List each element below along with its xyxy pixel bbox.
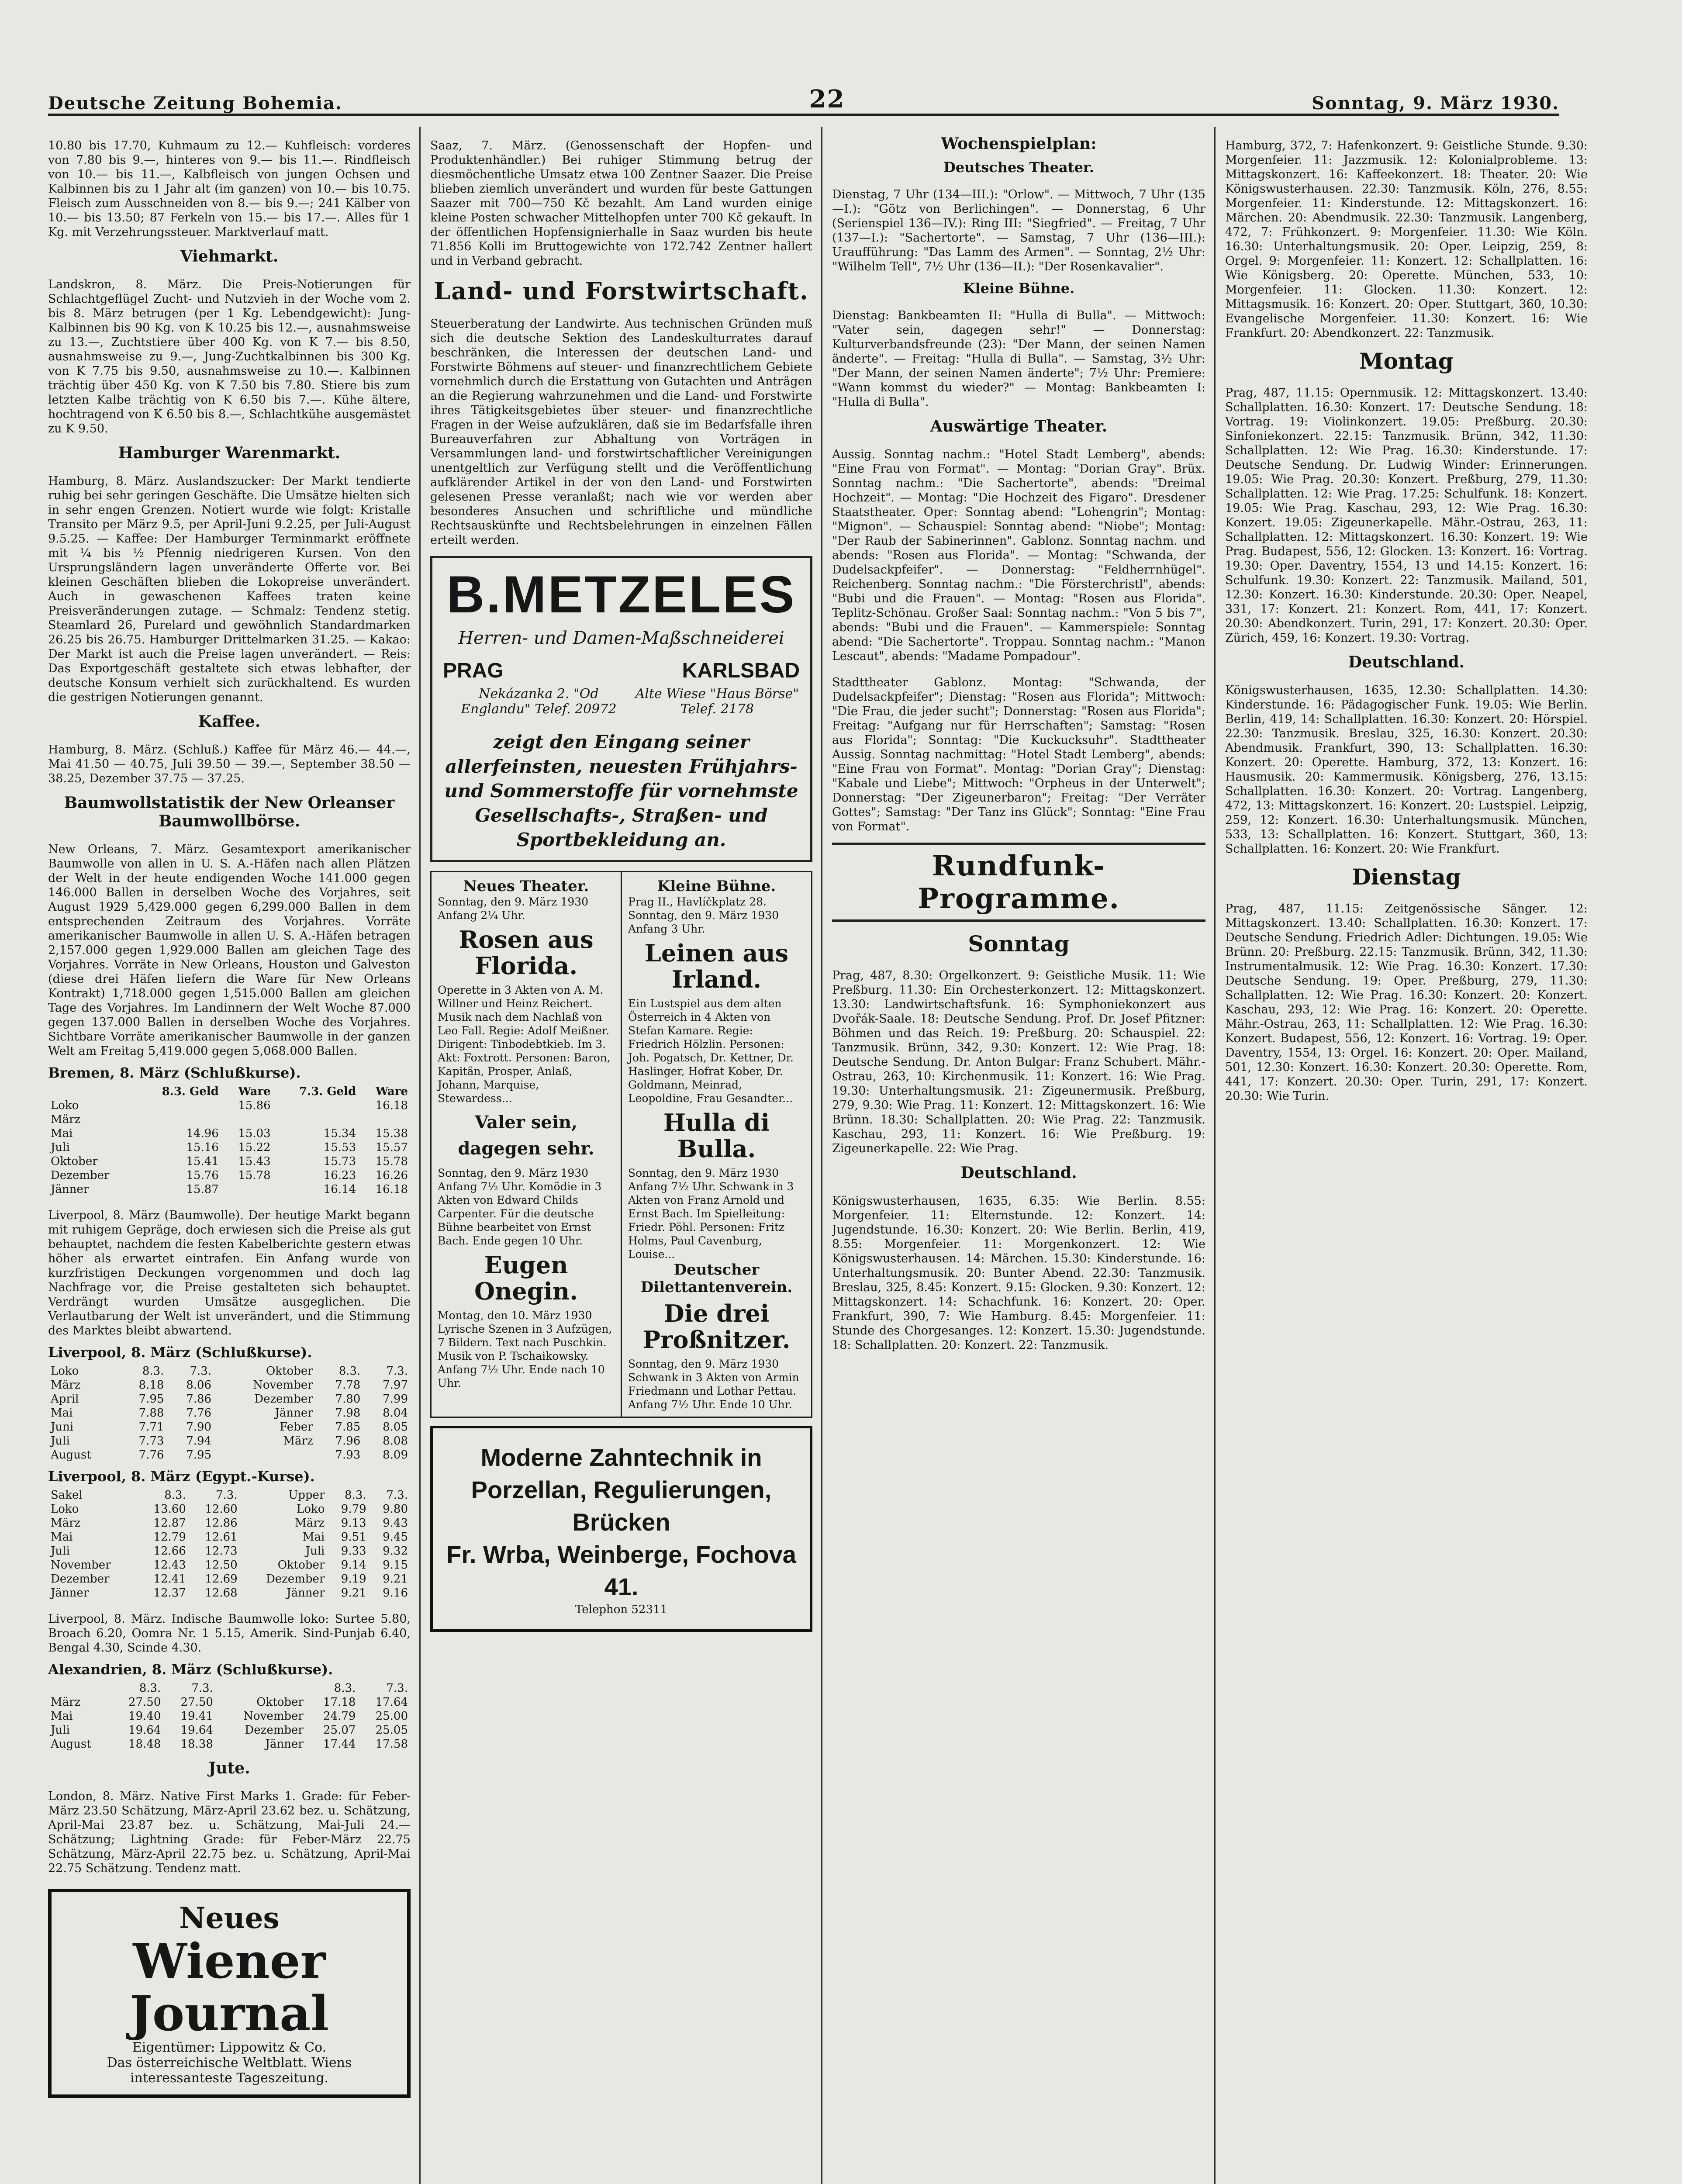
table-cell: Juni <box>51 1420 74 1434</box>
table-cell: Juli <box>305 1545 325 1558</box>
article-text: Steuerberatung der Landwirte. Aus technischen Gründen muß sich die deutsche Sektion des Landeskulturrates darauf beschränken, die Interessen der deutschen Land- und Forstwirte Böhmens auf steuer- und finanzrechtlichem Gebiete vornehmlich durch die Erstattung von Gutachten und Anträgen an die Regierung wahrzunehmen und die Land- und Forstwirte ihres Tätigkeitsgebietes über steuer- und finanzrechtliche Fragen in der Weise aufzuklären, daß sie im Bedarfsfalle ihren Bureauverfahren zur Abhaltung von Vorträgen in Versammlungen land- und forstwirtschaftlicher Vereinigungen unentgeltlich zur Verfügung stellt und die Veröffentlichung aufklärender Artikel in der von den Land- und Forstwirten gelesenen Presse veranlaßt; nach wie vor werden aber besonderes Ansuchen und schriftliche und mündliche Rechtsauskünfte und Rechtsbelehrungen in einzelnen Fällen erteilt werden. <box>430 317 812 547</box>
article-text: Stadttheater Gablonz. Montag: "Schwanda, der Dudelsackpfeifer"; Dienstag: "Rosen aus Florida"; Mittwoch: "Die Frau, die jeder sucht"; Donnerstag: "Rosen aus Florida"; Freitag: "Aufgang nur für Herrschaften"; Samstag: "Rosen aus Florida"; Sonntag: "Die Kuckucksuhr". Stadttheater Aussig. Sonntag nachmittag: "Hotel Stadt Lemberg", abends: "Eine Frau von Format". Montag: "Dorian Gray"; Dienstag: "Kabale und Liebe"; Mittwoch: "Orpheus in der Unterwelt"; Donnerstag: "Der Zigeunerbaron"; Freitag: "Der Verräter Gottes"; Samstag: "Der Tanz ins Glück"; Sonntag: "Eine Frau von Format". <box>832 676 1205 833</box>
bremen-price-table <box>48 1085 411 1196</box>
table-row <box>48 1516 411 1530</box>
table-cell: 19.40 <box>128 1710 161 1723</box>
table-cell: Juli <box>51 1724 70 1737</box>
table-row <box>48 1127 411 1140</box>
table-cell: Loko <box>297 1503 325 1516</box>
table-cell: 7.94 <box>186 1434 212 1448</box>
table-cell: 9.14 <box>341 1559 366 1572</box>
play-details: Ein Lustspiel aus dem alten Österreich in 4 Akten von Stefan Kamare. Regie: Friedrich Hölzlin. Personen: Joh. Pogatsch, Dr. Kettner, Dr. Haslinger, Hofrat Kober, Dr. Goldmann, Meinrad, Leopoldine, Frau Gesandter... <box>628 997 794 1105</box>
table-row <box>48 1364 411 1378</box>
table-row <box>48 1168 411 1182</box>
table-cell: 7.99 <box>383 1393 408 1406</box>
table-cell: 7.98 <box>335 1406 361 1420</box>
table-row <box>48 1392 411 1406</box>
ad-body: zeigt den Eingang seiner allerfeinsten, neuesten Frühjahrs- und Sommerstoffe für vornehmste Gesellschafts-, Straßen- und Sportbekleidung an. <box>444 731 798 850</box>
table-title: Liverpool, 8. März (Egypt.-Kurse). <box>48 1468 315 1485</box>
table-cell: 15.03 <box>238 1127 271 1140</box>
table-cell <box>221 1113 273 1127</box>
table-cell: 7.3. <box>386 1489 408 1502</box>
article-text: Hamburg, 8. März. (Schluß.) Kaffee für März 46.— 44.—, Mai 41.50 — 40.75, Juli 39.50 — 39.—, September 38.50 — 38.25, Dezember 37.75 — 37.25. <box>48 743 411 785</box>
table-cell: Dezember <box>51 1572 110 1586</box>
section-heading: Viehmarkt. <box>180 247 279 266</box>
table-cell: 12.60 <box>205 1503 238 1516</box>
table-cell: 7.95 <box>138 1393 164 1406</box>
table-title: Alexandrien, 8. März (Schlußkurse). <box>48 1661 333 1678</box>
table-cell: 9.32 <box>383 1545 408 1558</box>
table-cell: November <box>51 1559 111 1572</box>
table-cell: 7.78 <box>335 1379 361 1392</box>
newspaper-title: Deutsche Zeitung Bohemia. <box>48 93 342 114</box>
table-row <box>48 1448 411 1462</box>
table-row <box>48 1099 411 1113</box>
table-cell: Jänner <box>275 1406 313 1420</box>
table-cell: März <box>51 1696 81 1709</box>
table-cell: 7.85 <box>335 1420 361 1434</box>
ad-title: Wiener Journal <box>129 1933 329 2042</box>
table-cell: 15.41 <box>186 1155 219 1168</box>
table-cell: 17.18 <box>323 1696 356 1709</box>
table-cell: 7.3. Geld <box>299 1085 356 1098</box>
table-cell: 7.90 <box>186 1420 212 1434</box>
table-row <box>48 1695 411 1709</box>
table-cell: 12.87 <box>153 1517 186 1530</box>
section-heading: Deutschland. <box>960 1164 1077 1182</box>
table-cell: Oktober <box>256 1696 304 1709</box>
table-cell <box>273 1113 359 1127</box>
table-cell: 7.3. <box>386 1365 408 1378</box>
table-cell: 7.71 <box>138 1420 164 1434</box>
table-cell: 24.79 <box>323 1710 356 1723</box>
table-cell: 12.69 <box>205 1572 238 1586</box>
table-cell <box>216 1681 306 1695</box>
table-cell: Jänner <box>51 1183 89 1196</box>
table-cell: 19.64 <box>180 1724 213 1737</box>
radio-schedule: Hamburg, 372, 7: Hafenkonzert. 9: Geistliche Stunde. 9.30: Morgenfeier. 11: Jazzmusik. 12: Kolonialprobleme. 13: Mittagskonzert. 16: Kaffeekonzert. 18: Theater. 20: Wie Königswusterhausen. 22.30: Tanzmusik. Köln, 276, 8.55: Morgenfeier. 11: Kinderstunde. 12: Mittagskonzert. 16: Märchen. 20: Abendmusik. 22.30: Tanzmusik. Langenberg, 472, 7: Frühkonzert. 9: Morgenfeier. 11.30: Wie Köln. 16.30: Unterhaltungsmusik. 20: Oper. Leipzig, 259, 8: Orgel. 9: Morgenfeier. 11: Konzert. 12: Schallplatten. 16: Wie Königsberg. 20: Operette. München, 533, 10: Morgenfeier. 11: Glocken. 11.30: Konzert. 12: Mittagsmusik. 16: Konzert. 20: Oper. Stuttgart, 360, 10.30: Evangelische Morgenfeier. 11.30: Konzert. 16: Wie Frankfurt. 20: Abendkonzert. 22: Tanzmusik. <box>1225 139 1588 340</box>
table-row <box>48 1530 411 1544</box>
table-cell: 12.79 <box>153 1531 186 1544</box>
table-cell: Oktober <box>277 1559 325 1572</box>
table-cell: Loko <box>51 1503 79 1516</box>
section-subheading: Kleine Bühne. <box>963 280 1075 297</box>
table-cell: August <box>51 1738 91 1751</box>
table-cell: 8.3. <box>142 1365 164 1378</box>
table-cell: 8.06 <box>186 1379 212 1392</box>
table-row <box>48 1488 411 1502</box>
section-heading: Land- und Forstwirtschaft. <box>434 277 809 305</box>
table-cell: 9.15 <box>383 1559 408 1572</box>
section-heading: Kaffee. <box>198 712 261 731</box>
table-cell: 17.44 <box>323 1738 356 1751</box>
table-cell: 12.37 <box>153 1586 186 1600</box>
ad-line: Neues <box>179 1901 280 1935</box>
table-cell: 8.3. <box>338 1365 361 1378</box>
alexandria-price-table <box>48 1681 411 1751</box>
issue-date: Sonntag, 9. März 1930. <box>1312 93 1559 114</box>
table-cell: 9.19 <box>341 1572 366 1586</box>
section-heading: Wochenspielplan: <box>941 135 1097 153</box>
table-cell: Dezember <box>266 1572 325 1586</box>
table-cell: 17.64 <box>375 1696 408 1709</box>
table-cell: 16.18 <box>375 1099 408 1112</box>
table-cell: 25.05 <box>375 1724 408 1737</box>
table-cell: Jänner <box>287 1586 325 1600</box>
table-cell: Jänner <box>265 1738 304 1751</box>
table-cell: 8.04 <box>383 1406 408 1420</box>
table-cell: 7.73 <box>138 1434 164 1448</box>
table-cell: 15.53 <box>323 1141 356 1154</box>
table-cell: Upper <box>288 1489 325 1502</box>
theatre-date: Prag II., Havlíčkplatz 28. Sonntag, den 9. März 1930 Anfang 3 Uhr. <box>628 895 779 935</box>
table-cell: Dezember <box>254 1393 313 1406</box>
metzeles-ad <box>430 556 812 862</box>
table-row <box>48 1723 411 1737</box>
section-heading: Jute. <box>208 1759 250 1777</box>
table-cell: Dezember <box>245 1724 304 1737</box>
table-row <box>48 1558 411 1572</box>
table-row <box>48 1154 411 1168</box>
table-cell: Oktober <box>51 1155 98 1168</box>
ad-city: PRAG <box>443 659 504 682</box>
table-cell: 9.13 <box>341 1517 366 1530</box>
table-cell <box>359 1113 411 1127</box>
radio-schedule: Prag, 487, 8.30: Orgelkonzert. 9: Geistliche Musik. 11: Wie Preßburg. 11.30: Ein Orchesterkonzert. 12: Mittagskonzert. 13.30: Landwirtschaftsfunk. 16: Symphoniekonzert aus Dvořák-Saale. 18: Deutsche Sendung. Prof. Dr. Josef Pfitzner: Böhmen und das Reich. 19: Preßburg. 20: Schauspiel. 22: Tanzmusik. Brünn, 342, 9.30: Konzert. 12: Wie Prag. 18: Deutsche Sendung. Dr. Anton Bulgar: Franz Schubert. Mähr.-Ostrau, 263, 10: Kirchenmusik. 11: Konzert. 16: Wie Prag. 19.30: Unterhaltungsmusik. 21: Zigeunermusik. Preßburg, 279, 9.30: Wie Prag. 11: Konzert. 12: Mittagskonzert. 16: Wie Brünn. 18.30: Schallplatten. 20: Wie Prag. 22: Tanzmusik. Kaschau, 293, 11: Konzert. 16: Wie Preßburg. 19: Zigeunerkapelle. 22: Wie Prag. <box>832 969 1205 1155</box>
table-cell: März <box>51 1517 81 1530</box>
hop-report: Saaz, 7. März. (Genossenschaft der Hopfen- und Produktenhändler.) Bei ruhiger Stimmung betrug der diesmöchentliche Umsatz etwa 100 Zentner Saazer. Die Preise blieben ziemlich unverändert und wurden für beste Gattungen Saazer mit 700—750 Kč bezahlt. Am Land wurden einige kleine Posten schwacher Mittelhopfen unter 700 Kč gekauft. In der öffentlichen Hopfensignierhalle in Saaz wurden bis heute 71.856 Kolli im Bruttogewichte von 172.742 Zentner hallert und in Verband gebracht. <box>430 139 812 268</box>
table-cell: 25.00 <box>375 1710 408 1723</box>
egypt-price-table <box>48 1488 411 1600</box>
table-cell: 9.21 <box>383 1572 408 1586</box>
table-cell: März <box>295 1517 325 1530</box>
section-heading: Deutschland. <box>1348 653 1465 671</box>
play-title: Hulla di Bulla. <box>663 1109 770 1163</box>
table-cell: Ware <box>238 1085 271 1098</box>
radio-schedule: Königswusterhausen, 1635, 12.30: Schallplatten. 14.30: Kinderstunde. 16: Pädagogischer Funk. 19.05: Wie Berlin. Berlin, 419, 14: Schallplatten. 16.30: Konzert. 20: Hörspiel. 22.30: Tanzmusik. Breslau, 325, 16.30: Konzert. 20.30: Abendmusik. Frankfurt, 390, 13: Schallplatten. 16.30: Konzert. 20: Operette. Hamburg, 372, 13: Konzert. 16: Hausmusik. 20: Kammermusik. Königsberg, 276, 13.15: Schallplatten. 16.30: Konzert. 20: Vortrag. Langenberg, 472, 13: Mittagskonzert. 16: Konzert. 20: Lustspiel. Leipzig, 259, 12: Konzert. 16.30: Unterhaltungsmusik. München, 533, 13: Schallplatten. 16: Konzert. Stuttgart, 360, 13: Schallplatten. 16: Konzert. 20: Wie Frankfurt. <box>1225 684 1588 856</box>
table-cell: 8.3. <box>139 1682 161 1695</box>
radio-heading: Rundfunk-Programme. <box>832 843 1205 922</box>
wiener-journal-ad <box>48 1889 411 2098</box>
table-cell: Mai <box>51 1710 73 1723</box>
table-cell <box>136 1113 221 1127</box>
table-cell: 9.79 <box>341 1503 366 1516</box>
table-cell: 7.3. <box>216 1489 238 1502</box>
play-title: Die drei Proßnitzer. <box>642 1299 791 1354</box>
table-cell: 15.16 <box>186 1141 219 1154</box>
table-cell: Sakel <box>51 1489 83 1502</box>
table-cell: 9.16 <box>383 1586 408 1600</box>
table-cell <box>273 1099 359 1113</box>
table-cell: 9.45 <box>383 1531 408 1544</box>
table-title: Bremen, 8. März (Schlußkurse). <box>48 1064 301 1081</box>
table-row <box>48 1378 411 1392</box>
ad-phone: Telephon 52311 <box>575 1603 668 1616</box>
article-text: Liverpool, 8. März. Indische Baumwolle loko: Surtee 5.80, Broach 6.20, Oomra Nr. 1 5.15, Amerik. Sind-Punjab 6.40, Bengal 4.30, Scinde 4.30. <box>48 1612 411 1655</box>
table-row <box>48 1182 411 1196</box>
theatre-date: Sonntag, den 9. März 1930 Anfang 2¼ Uhr. <box>438 895 589 922</box>
table-cell: 16.18 <box>375 1183 408 1196</box>
table-cell: Dezember <box>51 1169 110 1182</box>
play-title: Leinen aus Irland. <box>644 939 789 993</box>
table-cell: 18.48 <box>128 1738 161 1751</box>
table-cell: 15.34 <box>323 1127 356 1140</box>
table-cell: Oktober <box>266 1365 313 1378</box>
theatre-listings <box>430 871 812 1418</box>
article-text: New Orleans, 7. März. Gesamtexport amerikanischer Baumwolle von allen in U. S. A.-Häfen nach allen Plätzen der Welt in der heute endigenden Woche 141.000 gegen 146.000 Ballen in derselben Woche des Vorjahres, seit August 1929 5,429.000 gegen 6,299.000 Ballen in dem entsprechenden Zeitraum des Vorjahres. Vorräte amerikanischer Baumwolle in allen U. S. A.-Häfen betragen 2,157.000 gegen 1,929.000 Ballen am gleichen Tage des Vorjahres. Vorräte in New Orleans, Houston und Galveston (diese drei Häfen liefern die Ware für New Orleans Kontrakt) 1,718.000 gegen 1,515.000 Ballen am gleichen Tage des Vorjahres. Im Landinnern der Welt Woche 87.000 gegen 137.000 Ballen in derselben Woche des Vorjahres. Sichtbare Vorräte amerikanischer Baumwolle in der ganzen Welt am Freitag 5,419.000 gegen 5,068.000 Ballen. <box>48 843 411 1058</box>
day-heading: Sonntag <box>968 931 1070 957</box>
table-cell <box>48 1681 111 1695</box>
table-cell: April <box>51 1393 79 1406</box>
table-cell: 7.80 <box>335 1393 361 1406</box>
table-row <box>48 1681 411 1695</box>
table-cell: 12.41 <box>153 1572 186 1586</box>
table-cell: Juli <box>51 1545 70 1558</box>
table-cell: 8.3. <box>334 1682 356 1695</box>
article-text: Hamburg, 8. März. Auslandszucker: Der Markt tendierte ruhig bei sehr geringen Geschäfte. Die Umsätze hielten sich in sehr engen Grenzen. Notiert wurde wie folgt: Kristalle Transito per März 9.5, per April-Juni 9.2.25, per Juli-August 9.5.25. — Kaffee: Der Hamburger Terminmarkt eröffnete mit ¼ bis ½ Pfennig niedrigeren Kursen. Von den Ursprungsländern lagen unveränderte Offerte vor. Bei kleinen Geschäften blieben die Lokopreise unverändert. Auch in gewaschenen Kaffees traten keine Preisveränderungen zutage. — Schmalz: Tendenz stetig. Steamlard 26, Purelard und gewöhnlich Standardmarken 26.25 bis 26.75. Hamburger Drittelmarken 31.25. — Kakao: Der Markt ist auch die Preise lagen unverändert. — Reis: Das Exportgeschäft gestaltete sich etwas lebhafter, der deutsche Konsum verhielt sich zurückhaltend. Es wurden die gestrigen Notierungen genannt. <box>48 474 411 704</box>
ad-address: Alte Wiese "Haus Börse" Telef. 2178 <box>635 686 799 717</box>
table-cell: 15.38 <box>375 1127 408 1140</box>
table-row <box>48 1140 411 1154</box>
table-cell: 7.3. <box>190 1365 212 1378</box>
ad-headline: Moderne Zahntechnik in Porzellan, Regulierungen, Brücken <box>471 1444 772 1536</box>
radio-schedule: Prag, 487, 11.15: Zeitgenössische Sänger. 12: Mittagskonzert. 13.40: Schallplatten. 16.30: Konzert. 17: Deutsche Sendung. Friedrich Adler: Dichtungen. 19.05: Wie Brünn. 20: Preßburg. 22.15: Tanzmusik. Brünn, 342, 11.30: Instrumentalmusik. 12: Wie Prag. 16.30: Konzert. 17.30: Deutsche Sendung. 19: Oper. Preßburg, 279, 11.30: Schallplatten. 12: Wie Prag. 16.30: Konzert. 20: Konzert. Kaschau, 293, 12: Wie Prag. 16: Konzert. 20: Operette. Mähr.-Ostrau, 263, 11: Schallplatten. 12: Wie Prag. 16.30: Konzert. Budapest, 556, 12: Konzert. 16: Vortrag. 19: Oper. Daventry, 1554, 13: Orgel. 16: Konzert. 20: Oper. Mailand, 501, 12.30: Konzert. 16.30: Konzert. 20.30: Operette. Rom, 441, 17: Konzert. 20.30: Oper. Turin, 291, 17: Konzert. 20.30: Wie Turin. <box>1225 902 1588 1103</box>
column-theatre-radio <box>832 127 1205 2184</box>
table-row <box>48 1434 411 1448</box>
table-cell <box>214 1448 316 1462</box>
day-heading: Montag <box>1359 348 1454 374</box>
table-cell: 8.08 <box>383 1434 408 1448</box>
play-title: Valer sein, dagegen sehr. <box>458 1112 594 1159</box>
ad-tagline: Herren- und Damen-Maßschneiderei <box>458 628 784 648</box>
table-cell: 12.68 <box>205 1586 238 1600</box>
play-title: Eugen Onegin. <box>474 1251 578 1305</box>
theatre-name: Kleine Bühne. <box>657 878 776 895</box>
ad-line: Eigentümer: Lippowitz & Co. <box>132 2040 327 2055</box>
table-cell <box>136 1099 221 1113</box>
article-text: Liverpool, 8. März (Baumwolle). Der heutige Markt begann mit ruhigem Gepräge, doch erwiesen sich die Preise als gut behauptet, nachdem die festen Kabelberichte gestern etwas höher als erwartet eintrafen. Ein Anfang wurde von kurzfristigen Deckungen vorgenommen und doch lag Nachfrage vor, die Preise gestalteten sich behauptet. Verdrängt wurden Umsätze ausgeglichen. Die Verlautbarung der Welt ist unverändert, und die Stimmung des Marktes bleibt abwartend. <box>48 1209 411 1337</box>
table-cell: 13.60 <box>153 1503 186 1516</box>
table-cell: 14.96 <box>186 1127 219 1140</box>
page-number: 22 <box>809 85 845 114</box>
column-rule <box>1214 127 1216 2184</box>
table-cell: Mai <box>51 1406 73 1420</box>
table-row <box>48 1737 411 1751</box>
table-cell: 19.64 <box>128 1724 161 1737</box>
play-details: Sonntag, den 9. März 1930 Anfang 7½ Uhr. Komödie in 3 Akten von Edward Childs Carpenter. Für die deutsche Bühne bearbeitet von Ernst Bach. Ende gegen 10 Uhr. <box>438 1167 602 1247</box>
ad-line: Das österreichische Weltblatt. Wiens interessanteste Tageszeitung. <box>107 2055 352 2086</box>
table-cell <box>221 1182 273 1196</box>
section-heading: Auswärtige Theater. <box>930 417 1108 435</box>
table-cell: 15.86 <box>238 1099 271 1112</box>
article-text: Dienstag: Bankbeamten II: "Hulla di Bulla". — Mittwoch: "Vater sein, dagegen sehr!" — Donnerstag: Kulturverbandsfreunde (23): "Der Mann, der seinen Namen änderte". — Freitag: "Hulla di Bulla". — Samstag, 3½ Uhr: "Der Mann, der seinen Namen änderte"; 7½ Uhr: Premiere: "Wann kommst du wieder?" — Montag: Bankbeamten I: "Hulla di Bulla". <box>832 309 1205 409</box>
table-cell: 17.58 <box>375 1738 408 1751</box>
table-cell: 9.43 <box>383 1517 408 1530</box>
day-heading: Dienstag <box>1352 864 1461 890</box>
table-cell: 27.50 <box>128 1696 161 1709</box>
table-cell: 8.05 <box>383 1420 408 1434</box>
theatre-name: Neues Theater. <box>463 878 589 895</box>
table-cell: 7.96 <box>335 1434 361 1448</box>
section-heading: Hamburger Warenmarkt. <box>118 444 341 462</box>
table-cell: 12.43 <box>153 1559 186 1572</box>
table-cell: November <box>253 1379 313 1392</box>
table-cell: 9.21 <box>341 1586 366 1600</box>
table-cell: März <box>283 1434 313 1448</box>
table-cell: 15.43 <box>238 1155 271 1168</box>
table-cell: 16.14 <box>323 1183 356 1196</box>
theatre-name: Deutscher Dilettantenverein. <box>640 1261 793 1296</box>
table-cell: Ware <box>375 1085 408 1098</box>
table-cell: 7.93 <box>335 1448 361 1462</box>
table-cell: 25.07 <box>323 1724 356 1737</box>
table-cell: 27.50 <box>180 1696 213 1709</box>
column-radio <box>1225 127 1588 2184</box>
table-cell: 15.76 <box>186 1169 219 1182</box>
table-cell: 12.61 <box>205 1531 238 1544</box>
dental-ad <box>430 1426 812 1632</box>
column-rule <box>419 127 421 2184</box>
article-text: Dienstag, 7 Uhr (134—III.): "Orlow". — Mittwoch, 7 Uhr (135—I.): "Götz von Berlichingen". — Donnerstag, 6 Uhr (Serienspiel 136—IV.): Ring III: "Siegfried". — Freitag, 7 Uhr (137—I.): "Sachertorte". — Samstag, 7 Uhr (136—III.): Uraufführung: "Das Lamm des Armen". — Sonntag, 2½ Uhr: "Wilhelm Tell", 7½ Uhr (136—II.): "Der Rosenkavalier". <box>832 188 1205 273</box>
radio-schedule: Königswusterhausen, 1635, 6.35: Wie Berlin. 8.55: Morgenfeier. 11: Elternstunde. 12: Konzert. 14: Jugendstunde. 16.30: Konzert. 20: Wie Berlin. Berlin, 419, 8.55: Morgenfeier. 11: Morgenkonzert. 12: Wie Königswusterhausen. 14: Märchen. 15.30: Kinderstunde. 16: Unterhaltungsmusik. 20: Bunter Abend. 22.30: Tanzmusik. Breslau, 325, 8.45: Konzert. 9.15: Glocken. 9.30: Konzert. 12: Mittagskonzert. 14: Schachfunk. 16: Konzert. 20: Oper. Frankfurt, 390, 7: Wie Hamburg. 8.45: Morgenfeier. 11: Stunde des Chorgesanges. 12: Konzert. 15.30: Jugendstunde. 18: Schallplatten. 20: Konzert. 22: Tanzmusik. <box>832 1194 1205 1352</box>
section-subheading: Deutsches Theater. <box>943 159 1094 176</box>
ad-brand: B.METZELES <box>446 565 796 624</box>
table-cell: Jänner <box>51 1586 89 1600</box>
table-row <box>48 1420 411 1434</box>
table-row <box>48 1572 411 1586</box>
play-details: Operette in 3 Akten von A. M. Willner und Heinz Reichert. Musik nach dem Nachlaß von Leo Fall. Regie: Adolf Meißner. Dirigent: Tinbodebtkieb. Im 3. Akt: Foxtrott. Personen: Baron, Kapitän, Prosper, Anlaß, Johann, Marquise, Stewardess... <box>438 984 611 1105</box>
table-cell: Juli <box>51 1434 70 1448</box>
radio-schedule: Prag, 487, 11.15: Opernmusik. 12: Mittagskonzert. 13.40: Schallplatten. 16.30: Konzert. 17: Deutsche Sendung. 18: Vortrag. 19: Violinkonzert. 19.05: Preßburg. 20.30: Sinfoniekonzert. 22.15: Tanzmusik. Brünn, 342, 11.30: Schallplatten. 12: Wie Prag. 16.30: Kinderstunde. 17: Deutsche Sendung. Dr. Ludwig Winder: Erinnerungen. 19.05: Wie Prag. 20.30: Konzert. Preßburg, 279, 11.30: Schallplatten. 12: Wie Prag. 17.25: Schulfunk. 18: Konzert. 19.05: Wie Prag. Kaschau, 293, 12: Wie Prag. 16.30: Konzert. 19.05: Zigeunerkapelle. Mähr.-Ostrau, 263, 11: Schallplatten. 12: Mittagskonzert. 16.30: Konzert. 19: Wie Prag. Budapest, 556, 12: Glocken. 13: Konzert. 16: Vortrag. 19.30: Oper. Daventry, 1554, 13 und 14.15: Konzert. 16: Schulfunk. 19.30: Konzert. 22: Tanzmusik. Mailand, 501, 12.30: Konzert. 16.30: Kinderstunde. 20.30: Oper. Neapel, 331, 17: Konzert. 21: Konzert. Rom, 441, 17: Konzert. 20.30: Abendkonzert. Turin, 291, 17: Konzert. 20.30: Oper. Zürich, 459, 16: Konzert. 19.30: Vortrag. <box>1225 386 1588 645</box>
page-header <box>48 83 1559 116</box>
table-title: Liverpool, 8. März (Schlußkurse). <box>48 1344 312 1361</box>
table-cell: 19.41 <box>180 1710 213 1723</box>
article-text: London, 8. März. Native First Marks 1. Grade: für Feber-März 23.50 Schätzung, März-April 23.62 bez. u. Schätzung, April-Mai 23.87 bez. u. Schätzung, Mai-Juli 24.— Schätzung; Lightning Grade: für Feber-März 22.75 Schätzung, März-April 22.75 bez. u. Schätzung, April-Mai 22.75 Schätzung. Tendenz matt. <box>48 1790 411 1875</box>
table-cell <box>48 1085 136 1099</box>
table-cell: 7.3. <box>386 1682 408 1695</box>
table-cell: 9.80 <box>383 1503 408 1516</box>
column-rule <box>821 127 822 2184</box>
table-row <box>48 1406 411 1420</box>
table-cell: 16.26 <box>375 1169 408 1182</box>
table-cell: 7.88 <box>138 1406 164 1420</box>
section-heading: Baumwollstatistik der New Orleanser Baumwollbörse. <box>64 794 395 830</box>
table-cell: 7.76 <box>186 1406 212 1420</box>
table-cell: 15.87 <box>186 1183 219 1196</box>
table-cell: 8.3. <box>164 1489 186 1502</box>
table-row <box>48 1113 411 1127</box>
table-cell: 15.57 <box>375 1141 408 1154</box>
table-cell: 12.86 <box>205 1517 238 1530</box>
article-text: Landskron, 8. März. Die Preis-Notierungen für Schlachtgeflügel Zucht- und Nutzvieh in der Woche vom 2. bis 8. März betrugen (per 1 Kg. Lebendgewicht): Jung-Kalbinnen bis 90 Kg. von K 10.25 bis 12.—, ausnahmsweise zu 13.—, Zuchtstiere über 400 Kg. von K 7.— bis 8.50, ausnahmsweise zu 9.—, Jung-Zuchtkalbinnen bis 300 Kg. von K 7.75 bis 9.50, ausnahmsweise zu 10.—. Kalbinnen trächtig über 450 Kg. von K 7.50 bis 7.80. Stiere bis zum letzten Kalbe trächtig von K 6.50 bis 7.—. Kühe ältere, hochtragend von K 6.50 bis 8.—, Schlachtkühe ausgemästet zu K 9.50. <box>48 278 411 435</box>
table-cell: 9.33 <box>341 1545 366 1558</box>
table-cell: Loko <box>51 1099 79 1112</box>
table-cell: August <box>51 1448 91 1462</box>
table-row <box>48 1544 411 1558</box>
table-cell: 9.51 <box>341 1531 366 1544</box>
column-agriculture <box>430 127 812 2184</box>
table-cell: 18.38 <box>180 1738 213 1751</box>
liverpool-price-table <box>48 1364 411 1462</box>
table-row <box>48 1085 411 1099</box>
table-cell: Mai <box>51 1127 73 1140</box>
table-cell: 15.73 <box>323 1155 356 1168</box>
play-details: Montag, den 10. März 1930 Lyrische Szenen in 3 Aufzügen, 7 Bildern. Text nach Puschkin. Musik von P. Tschaikowsky. Anfang 7½ Uhr. Ende nach 10 Uhr. <box>438 1309 612 1389</box>
table-cell: Mai <box>302 1531 325 1544</box>
table-cell: 12.66 <box>153 1545 186 1558</box>
table-cell: 7.3. <box>191 1682 213 1695</box>
play-details: Sonntag, den 9. März 1930 Schwank in 3 Akten von Armin Friedmann und Lothar Pettau. Anfang 7½ Uhr. Ende 10 Uhr. <box>628 1358 799 1411</box>
table-cell: 8.3. <box>345 1489 366 1502</box>
table-cell: März <box>51 1379 81 1392</box>
table-cell: 16.23 <box>323 1169 356 1182</box>
play-details: Sonntag, den 9. März 1930 Anfang 7½ Uhr. Schwank in 3 Akten von Franz Arnold und Ernst Bach. Im Spielleitung: Friedr. Pöhl. Personen: Fritz Holms, Paul Cavenburg, Louise... <box>628 1167 794 1261</box>
table-cell: März <box>51 1113 81 1126</box>
article-text: Aussig. Sonntag nachm.: "Hotel Stadt Lemberg", abends: "Eine Frau von Format". — Montag: "Dorian Gray". Brüx. Sonntag nachm.: "Die Sachertorte", abends: "Dreimal Hochzeit". — Montag: "Die Hochzeit des Figaro". Dresdener Staatstheater. Oper: Sonntag abend: "Lohengrin"; Montag: "Mignon". — Schauspiel: Sonntag abend: "Niobe"; Montag: "Der Raub der Sabinerinnen". Gablonz. Sonntag nachm. und abends: "Rosen aus Florida". — Montag: "Schwanda, der Dudelsackpfeifer". — Donnerstag: "Feldherrnhügel". Reichenberg. Sonntag nachm.: "Die Försterchristl", abends: "Bubi und die Frauen". — Montag: "Rosen aus Florida". Teplitz-Schönau. Großer Saal: Sonntag nachm.: "Von 5 bis 7", abends: "Bubi und die Frauen". — Kammerspiele: Sonntag abend: "Die Sachertorte". Troppau. Sonntag nachm.: "Manon Lescaut", abends: "Madame Pompadour". <box>832 448 1205 663</box>
table-cell: Feber <box>280 1420 313 1434</box>
table-cell: Mai <box>51 1531 73 1544</box>
table-row <box>48 1502 411 1516</box>
table-cell: Juli <box>51 1141 70 1154</box>
column-markets <box>48 127 411 2184</box>
market-report: 10.80 bis 17.70, Kuhmaum zu 12.— Kuhfleisch: vorderes von 7.80 bis 9.—, hinteres von 9.— bis 11.—. Rindfleisch von 10.— bis 11.—, Kalbfleisch von jungen Ochsen und Kalbinnen bis zu 1 Jahr alt (im ganzen) von 10.— bis 10.75. Fleisch zum Ausschneiden von 8.— bis 9.—; 241 Kälber von 10.— bis 13.50; 87 Ferkeln von 15.— bis 17.—. Alles für 1 Kg. mit Verzehrungssteuer. Marktverlauf matt. <box>48 139 411 239</box>
ad-city: KARLSBAD <box>682 659 800 682</box>
ad-address: Nekázanka 2. "Od Englandu" Telef. 20972 <box>461 686 617 717</box>
play-title: Rosen aus Florida. <box>459 926 594 980</box>
table-cell: 8.18 <box>138 1379 164 1392</box>
table-cell: 7.86 <box>186 1393 212 1406</box>
table-cell: 7.76 <box>138 1448 164 1462</box>
table-cell: 8.3. Geld <box>162 1085 219 1098</box>
table-cell: 8.09 <box>383 1448 408 1462</box>
table-cell: 12.50 <box>205 1559 238 1572</box>
ad-address: Fr. Wrba, Weinberge, Fochova 41. <box>446 1541 796 1600</box>
table-cell: 7.97 <box>383 1379 408 1392</box>
table-row <box>48 1709 411 1723</box>
table-row <box>48 1586 411 1600</box>
table-cell: November <box>243 1710 304 1723</box>
table-cell: Loko <box>51 1365 79 1378</box>
table-cell: 15.22 <box>238 1141 271 1154</box>
table-cell: 15.78 <box>375 1155 408 1168</box>
table-cell: 15.78 <box>238 1169 271 1182</box>
table-cell: 12.73 <box>205 1545 238 1558</box>
table-cell: 7.95 <box>186 1448 212 1462</box>
